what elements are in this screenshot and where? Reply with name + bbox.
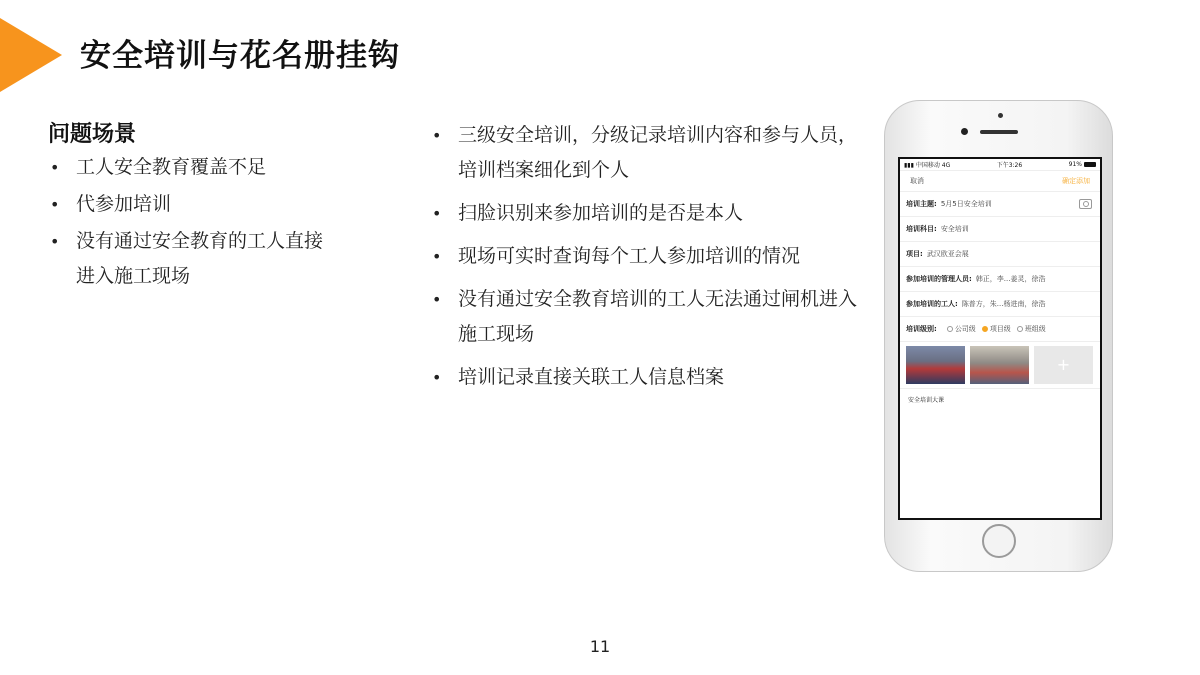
photo-caption: 安全培训大课 [908, 397, 945, 404]
list-item: • 三级安全培训，分级记录培训内容和参与人员，培训档案细化到个人 [430, 118, 860, 188]
bullet-icon: • [432, 126, 442, 145]
list-item: • 现场可实时查询每个工人参加培训的情况 [430, 239, 860, 274]
section-heading: 问题场景 [48, 122, 137, 147]
camera-icon [998, 113, 1003, 118]
training-photo[interactable] [906, 346, 965, 384]
phone-mockup [884, 100, 1113, 572]
speaker-grille [980, 130, 1018, 134]
bullet-icon: • [432, 290, 442, 309]
topic-field[interactable] [900, 192, 1100, 217]
battery-percent: 91% [1068, 161, 1082, 168]
battery-icon [1084, 162, 1096, 167]
bullet-icon: • [432, 368, 442, 387]
subject-field[interactable] [900, 217, 1100, 242]
radio-company-level[interactable] [947, 326, 953, 332]
slide-title: 安全培训与花名册挂钩 [80, 38, 400, 74]
project-label: 项目: [906, 250, 923, 258]
camera-icon[interactable] [1079, 199, 1092, 209]
workers-field[interactable] [900, 292, 1100, 317]
subject-value: 安全培训 [940, 225, 969, 233]
topic-label: 培训主题: [906, 200, 937, 208]
network-label: 4G [941, 162, 951, 169]
radio-team-level[interactable] [1017, 326, 1023, 332]
time-label: 下午3:26 [996, 162, 1023, 169]
managers-value: 韩正，李...姜灵，徐浩 [975, 275, 1046, 283]
list-item: • 扫脸识别来参加培训的是否是本人 [430, 196, 860, 231]
list-item: • 没有通过安全教育培训的工人无法通过闸机进入施工现场 [430, 282, 860, 352]
front-sensor-icon [961, 128, 968, 135]
radio-project-level[interactable] [982, 326, 988, 332]
list-item: • 代参加培训 [48, 187, 338, 222]
nav-bar [900, 171, 1100, 192]
bullet-icon: • [50, 158, 60, 177]
signal-icon: ▮▮▮ [904, 162, 914, 169]
workers-label: 参加培训的工人: [906, 300, 958, 308]
list-item: • 培训记录直接关联工人信息档案 [430, 360, 860, 395]
status-bar [900, 159, 1100, 171]
photo-strip [900, 342, 1100, 389]
level-label: 培训级别: [906, 325, 937, 333]
add-photo-button[interactable]: + [1034, 346, 1093, 384]
workers-value: 陈普方，朱...杨进南，徐浩 [961, 300, 1046, 308]
carrier-label: 中国移动 [915, 162, 940, 169]
list-item: • 工人安全教育覆盖不足 [48, 150, 338, 185]
bullet-icon: • [50, 232, 60, 251]
home-button[interactable] [982, 524, 1016, 558]
page-number: 11 [589, 637, 611, 656]
managers-field[interactable] [900, 267, 1100, 292]
bullet-icon: • [432, 247, 442, 266]
subject-label: 培训科目: [906, 225, 937, 233]
confirm-add-button[interactable]: 确定添加 [1062, 177, 1090, 185]
training-photo[interactable] [970, 346, 1029, 384]
solution-list [430, 118, 860, 403]
bullet-icon: • [50, 195, 60, 214]
project-field[interactable] [900, 242, 1100, 267]
bullet-icon: • [432, 204, 442, 223]
phone-screen [898, 157, 1102, 520]
problem-list [48, 150, 338, 296]
list-item: • 没有通过安全教育的工人直接进入施工现场 [48, 224, 338, 294]
cancel-button[interactable]: 取消 [910, 177, 924, 185]
managers-label: 参加培训的管理人员: [906, 275, 972, 283]
level-field: 培训级别: 公司级 项目级 班组级 [900, 317, 1100, 342]
accent-triangle [0, 18, 62, 92]
project-value: 武汉欧亚会展 [926, 250, 969, 258]
topic-value: 5月5日安全培训 [940, 200, 992, 208]
